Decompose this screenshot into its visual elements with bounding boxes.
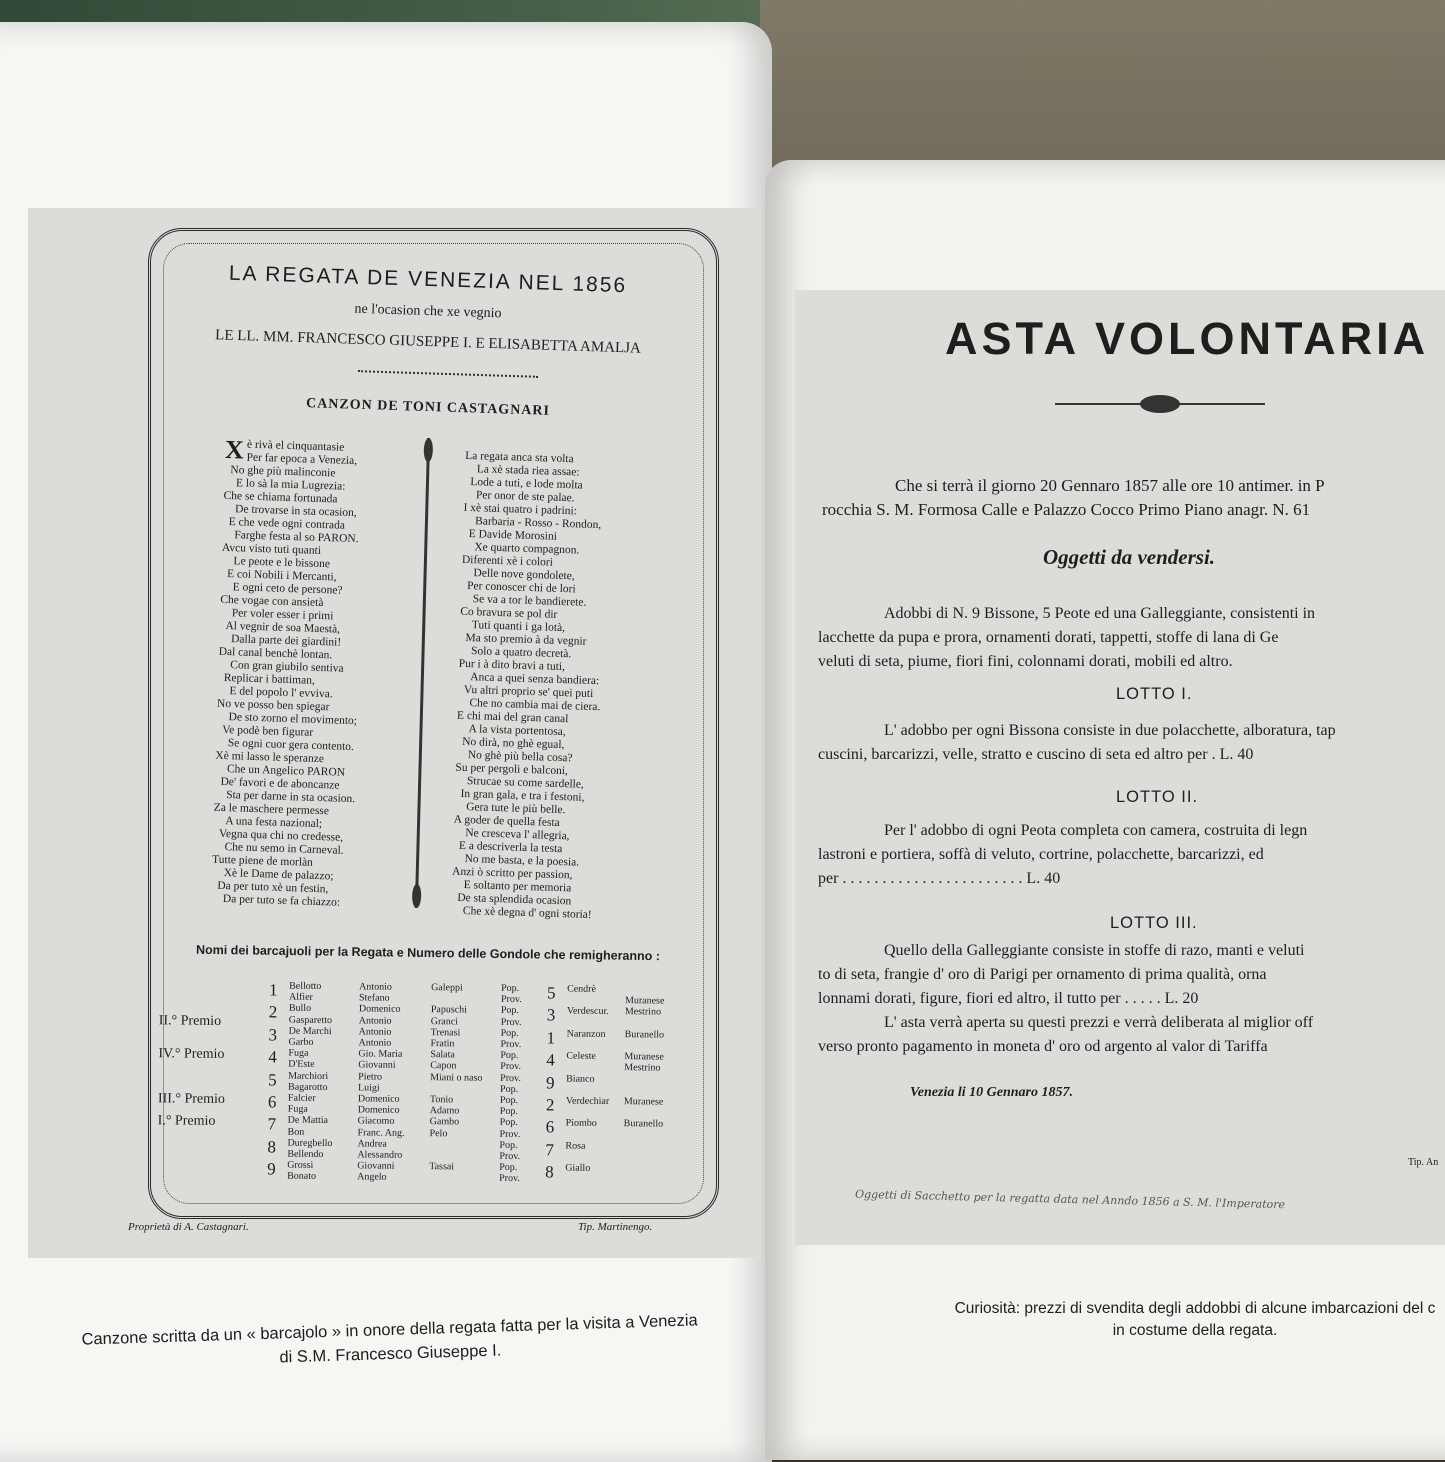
poem-line: La xè stada riea assae: bbox=[476, 463, 580, 479]
table-cell-d: Prov. bbox=[499, 1128, 521, 1140]
table-cell-e: 2 bbox=[545, 1095, 555, 1115]
table-cell-c: Fratin bbox=[430, 1038, 455, 1050]
poem-line: Che un Angelico PARON bbox=[226, 763, 346, 779]
table-cell-b: Gio. Maria bbox=[358, 1048, 403, 1061]
poem-line: A goder de quella festa bbox=[453, 813, 560, 830]
table-cell-n: 5 bbox=[268, 1070, 277, 1090]
poem-line: Lode a tuti, e lode molta bbox=[470, 476, 583, 492]
right-plate bbox=[795, 290, 1445, 1245]
poster-foot-left: Proprietà di A. Castagnari. bbox=[128, 1221, 249, 1233]
prize-label: III.° Premio bbox=[157, 1091, 226, 1107]
table-cell-f: Bianco bbox=[566, 1073, 595, 1085]
table-cell-d: Pop. bbox=[499, 1117, 518, 1129]
table-cell-d: Pop. bbox=[500, 1027, 519, 1039]
poem-line: A la vista portentosa, bbox=[468, 723, 566, 739]
table-cell-d: Pop. bbox=[500, 1005, 519, 1017]
table-cell-n: 1 bbox=[268, 980, 278, 1000]
asta-ornament bbox=[1055, 398, 1265, 410]
table-cell-g: Muranese bbox=[623, 1096, 664, 1108]
poem-line: Con gran giubilo sentiva bbox=[230, 659, 344, 675]
barcajuoli-table bbox=[157, 980, 679, 1205]
notice-line: L' asta verrà aperta su questi prezzi e verrà deliberata al miglior off bbox=[884, 1014, 1314, 1031]
table-cell-a: De Marchi bbox=[288, 1025, 332, 1037]
poem-line: Ma sto premio à da vegnir bbox=[465, 631, 587, 648]
notice-line: cuscini, barcarizzi, velle, stratto e cuscino di seta ed altro per . L. 40 bbox=[818, 746, 1254, 763]
poem-line: E coi Nobili i Mercanti, bbox=[226, 568, 337, 584]
poem-line: Co bravura se pol dir bbox=[460, 605, 558, 621]
poem-line: De trovarse in sta ocasion, bbox=[234, 503, 357, 520]
poem-line: Strucae su come sardelle, bbox=[466, 775, 584, 791]
table-cell-a: Bellotto bbox=[289, 980, 322, 992]
poem-line: Tuti quanti i ga lotà, bbox=[471, 619, 566, 635]
table-cell-f: Cendrè bbox=[567, 983, 597, 995]
poem-line: Che xè degna d' ogni storia! bbox=[462, 905, 592, 922]
table-cell-a: Bellendo bbox=[287, 1148, 324, 1161]
oggetti-heading: Oggetti da vendersi. bbox=[1043, 545, 1216, 569]
table-cell-d: Prov. bbox=[499, 1173, 520, 1185]
poem-line: In gran gala, e tra i festoni, bbox=[460, 787, 585, 804]
poster-names: LE LL. MM. FRANCESCO GIUSEPPE I. E ELISABETTA AMALJA bbox=[214, 327, 642, 357]
poster-foot-right: Tip. Martinengo. bbox=[578, 1221, 653, 1233]
poster-canzon-heading: CANZON DE TONI CASTAGNARI bbox=[305, 396, 551, 419]
table-cell-e: 4 bbox=[546, 1050, 555, 1070]
table-cell-b: Antonio bbox=[358, 1037, 392, 1049]
poem-line: Farghe festa al so PARON. bbox=[234, 529, 359, 546]
lotto-2-heading: LOTTO II. bbox=[1116, 788, 1199, 806]
poem-line: Che se chiama fortunada bbox=[223, 489, 338, 506]
table-cell-b: Domenico bbox=[357, 1104, 400, 1116]
right-caption-line-2: in costume della regata. bbox=[1112, 1322, 1278, 1339]
table-cell-e: 3 bbox=[546, 1005, 556, 1025]
table-cell-b: Antonio bbox=[358, 1014, 392, 1027]
notice-date: Venezia li 10 Gennaro 1857. bbox=[910, 1085, 1073, 1100]
poem-line: Che no cambia mai de ciera. bbox=[469, 697, 601, 714]
table-cell-n: 4 bbox=[268, 1047, 277, 1067]
table-cell-e: 1 bbox=[546, 1028, 556, 1048]
prize-label: II.° Premio bbox=[158, 1012, 222, 1029]
prize-label: I.° Premio bbox=[157, 1113, 216, 1130]
poem-line: Anzi ò scritto per passion, bbox=[451, 865, 573, 882]
table-cell-b: Domenico bbox=[357, 1093, 400, 1105]
poem-line: Xè le Dame de palazzo; bbox=[223, 867, 334, 883]
table-cell-b: Domenico bbox=[358, 1003, 401, 1016]
table-cell-b: Luigi bbox=[357, 1082, 380, 1094]
table-cell-a: Gasparetto bbox=[288, 1014, 333, 1026]
poem-line: Se va a tor le bandierete. bbox=[472, 593, 587, 609]
poem-line: Per onor de ste palae. bbox=[475, 489, 575, 505]
notice-line: verso pronto pagamento in moneta d' oro od argento al valor di Tariffa bbox=[818, 1038, 1268, 1055]
drop-cap: X bbox=[224, 434, 245, 465]
table-cell-c: Granci bbox=[430, 1015, 459, 1028]
poem-line: De' favori e de aboncanze bbox=[220, 775, 340, 792]
printer-mark: Tip. An bbox=[1408, 1157, 1439, 1168]
poem-line: Vu altri proprio se' quei puti bbox=[463, 683, 594, 701]
poem-line: De sta splendida ocasion bbox=[457, 891, 572, 908]
table-cell-a: Bullo bbox=[288, 1003, 312, 1015]
poem-line: No dirà, no ghè egual, bbox=[462, 735, 565, 752]
poem-line: Vegna qua chi no credesse, bbox=[218, 827, 344, 844]
poem-column-right bbox=[451, 450, 609, 922]
table-cell-b: Pietro bbox=[358, 1070, 383, 1083]
poem-line: Dal canal benchè lontan. bbox=[218, 645, 333, 662]
table-cell-g: Mestrino bbox=[624, 1006, 662, 1018]
table-cell-a: Garbo bbox=[288, 1036, 314, 1048]
table-cell-b: Stefano bbox=[358, 992, 390, 1004]
poem-line: E chi mai del gran canal bbox=[456, 709, 569, 726]
notice-line: Quello della Galleggiante consiste in stoffe di razo, manti e veluti bbox=[884, 942, 1305, 959]
table-cell-a: Alfier bbox=[288, 991, 313, 1004]
poem-line: Che nu semo in Carneval. bbox=[224, 841, 344, 857]
table-cell-a: Bon bbox=[287, 1126, 305, 1138]
table-cell-f: Verdescur. bbox=[566, 1005, 609, 1018]
poem-line: E a descriverla la testa bbox=[458, 839, 563, 856]
poem-line: No ghè più bella cosa? bbox=[467, 749, 573, 765]
poem-line: Dalla parte dei giardini! bbox=[230, 633, 342, 649]
table-cell-g: Mestrino bbox=[624, 1062, 661, 1074]
table-cell-e: 8 bbox=[545, 1162, 554, 1182]
notice-line: to di seta, frangie d' oro di Parigi per ornamento di prima qualità, orna bbox=[818, 966, 1267, 983]
poem-line: Diferenti xè i colori bbox=[461, 553, 554, 569]
poem-line: Da per tuto se fa chiazzo: bbox=[222, 893, 341, 909]
notice-line: per . . . . . . . . . . . . . . . . . . . . . . . L. 40 bbox=[818, 870, 1061, 887]
poem-line: Xè mi lasso le speranze bbox=[215, 749, 325, 766]
poem-line: Replicar i battiman, bbox=[223, 671, 316, 687]
table-cell-c: Tonio bbox=[429, 1094, 454, 1106]
poem-line: Le peote e le bissone bbox=[233, 555, 331, 571]
table-cell-f: Rosa bbox=[565, 1140, 586, 1152]
poem-line: Tutte piene de morlàn bbox=[211, 853, 314, 869]
prize-label: IV.° Premio bbox=[158, 1046, 225, 1063]
table-cell-c: Adamo bbox=[429, 1105, 460, 1117]
poem-line: è rivà el cinquantasie bbox=[246, 438, 345, 454]
poem-line: E soltanto per memoria bbox=[463, 879, 572, 895]
poem-line: Se ogni cuor gera contento. bbox=[227, 737, 355, 754]
table-cell-f: Giallo bbox=[565, 1162, 591, 1174]
table-cell-d: Prov. bbox=[500, 1038, 522, 1051]
poem-line: Gera tute le più belle. bbox=[465, 801, 566, 817]
table-cell-d: Pop. bbox=[499, 1083, 519, 1095]
table-cell-f: Naranzon bbox=[566, 1028, 606, 1040]
poem-line: Ne cresceva l' allegria, bbox=[465, 827, 570, 843]
table-cell-c: Tassai bbox=[429, 1161, 455, 1173]
poem-line: E che vede ogni contrada bbox=[228, 516, 346, 532]
notice-line: lastroni e portiera, soffà di veluto, cortrine, polacchette, barcarizzi, ed bbox=[818, 846, 1264, 863]
table-cell-b: Angelo bbox=[357, 1171, 387, 1184]
table-cell-a: Fuga bbox=[288, 1047, 309, 1060]
poem-line: Barbaria - Rosso - Rondon, bbox=[474, 515, 602, 532]
table-cell-b: Giacomo bbox=[357, 1115, 395, 1128]
lotto-3-heading: LOTTO III. bbox=[1110, 914, 1198, 932]
table-cell-d: Pop. bbox=[499, 1162, 518, 1174]
table-cell-a: Duregbello bbox=[287, 1137, 333, 1149]
table-cell-b: Franc. Ang. bbox=[357, 1126, 405, 1139]
poem-line: Avcu visto tuti quanti bbox=[221, 541, 322, 557]
table-cell-d: Pop. bbox=[500, 1050, 519, 1062]
table-cell-d: Prov. bbox=[500, 1072, 521, 1084]
poster-title: LA REGATA DE VENEZIA NEL 1856 bbox=[228, 261, 628, 298]
asta-title: ASTA VOLONTARIA bbox=[945, 313, 1430, 364]
table-cell-f: Verdechiar bbox=[565, 1095, 610, 1108]
table-cell-c: Miani o naso bbox=[430, 1071, 483, 1084]
table-cell-c: Pelo bbox=[429, 1127, 448, 1139]
table-cell-a: Fuga bbox=[287, 1103, 308, 1116]
poem-line: E lo sà la mia Lugrezia: bbox=[235, 477, 346, 493]
left-caption-line-1: Canzone scritta da un « barcajolo » in onore della regata fatta per la visita a Venezia bbox=[81, 1311, 698, 1349]
table-cell-n: 2 bbox=[268, 1002, 278, 1022]
poem-line: Che vogae con ansietà bbox=[220, 593, 324, 610]
table-cell-b: Alessandro bbox=[357, 1149, 403, 1161]
intro-line-2: rocchia S. M. Formosa Calle e Palazzo Cocco Primo Piano anagr. N. 61 bbox=[822, 500, 1311, 519]
poem-line: Solo a quatro decretà. bbox=[470, 645, 572, 661]
table-cell-f: Celeste bbox=[566, 1050, 596, 1063]
table-cell-a: Grossi bbox=[287, 1159, 314, 1172]
notice-line: lacchette da pupa e prora, ornamenti dorati, tappetti, stoffe di lana di Ge bbox=[818, 629, 1279, 646]
table-cell-g: Muranese bbox=[624, 1051, 664, 1063]
nomi-heading: Nomi dei barcajuoli per la Regata e Numero delle Gondole che remigheranno : bbox=[195, 942, 661, 964]
table-cell-e: 9 bbox=[546, 1072, 555, 1093]
poem-line: De sto zorno el movimento; bbox=[228, 711, 358, 728]
table-cell-b: Andrea bbox=[357, 1138, 387, 1150]
poem-line: Za le maschere permesse bbox=[213, 801, 330, 818]
poem-line: No me basta, e la poesia. bbox=[464, 853, 580, 869]
poem-line: Anca a quei senza bandiera: bbox=[470, 671, 600, 688]
poem-line: A una festa nazional; bbox=[225, 815, 323, 831]
table-cell-a: D'Este bbox=[288, 1059, 315, 1071]
table-cell-b: Antonio bbox=[358, 1026, 392, 1038]
table-cell-g: Buranello bbox=[624, 1028, 665, 1041]
table-cell-e: 5 bbox=[546, 983, 556, 1003]
table-cell-d: Pop. bbox=[499, 1106, 518, 1118]
table-cell-a: Bonato bbox=[287, 1171, 317, 1183]
table-cell-d: Pop. bbox=[499, 1094, 519, 1107]
table-cell-n: 8 bbox=[267, 1137, 277, 1157]
table-row bbox=[157, 1171, 677, 1198]
poem-line: No ve posso ben spiegar bbox=[216, 697, 330, 714]
table-cell-c: Salata bbox=[430, 1049, 455, 1061]
table-cell-d: Prov. bbox=[499, 1150, 521, 1163]
poem-line: E Davide Morosini bbox=[468, 528, 558, 543]
table-cell-b: Giovanni bbox=[358, 1059, 396, 1072]
table-cell-n: 3 bbox=[268, 1025, 278, 1045]
poem-line: Per voler esser i primi bbox=[231, 607, 334, 623]
poem-line: Per far epoca a Venezia, bbox=[246, 451, 358, 468]
lotto-1-heading: LOTTO I. bbox=[1116, 685, 1193, 703]
table-cell-d: Pop. bbox=[501, 982, 520, 995]
table-cell-b: Antonio bbox=[359, 981, 392, 993]
table-cell-b: Giovanni bbox=[357, 1160, 395, 1172]
poem-line: E del popolo l' evviva. bbox=[229, 685, 333, 701]
poem-line: Pur i à dito bravi a tuti, bbox=[458, 657, 566, 674]
table-cell-a: Falcier bbox=[287, 1092, 316, 1104]
poem-line: Sta per darne in sta ocasion. bbox=[225, 789, 356, 806]
table-cell-d: Prov. bbox=[500, 1061, 522, 1073]
poem-line: E ogni ceto de persone? bbox=[232, 581, 343, 597]
poem-line: Al vegnir de soa Maestà, bbox=[225, 619, 341, 636]
poem-line: Ve podè ben figurar bbox=[222, 723, 314, 739]
table-cell-n: 6 bbox=[267, 1092, 277, 1112]
notice-line: lonnami dorati, figure, fiori ed altro, il tutto per . . . . . L. 20 bbox=[818, 990, 1199, 1007]
right-caption-line-1: Curiosità: prezzi di svendita degli addobbi di alcune imbarcazioni del c bbox=[954, 1300, 1436, 1317]
handwritten-note: Oggetti di Sacchetto per la regatta data nel Anndo 1856 a S. M. l'Imperatore bbox=[854, 1187, 1286, 1212]
notice-line: Per l' adobbo di ogni Peota completa con camera, costruita di legn bbox=[884, 822, 1308, 839]
table-cell-n: 7 bbox=[267, 1114, 277, 1134]
poem-column-left bbox=[211, 434, 367, 910]
table-cell-f: Piombo bbox=[565, 1117, 597, 1130]
table-cell-c: Capon bbox=[430, 1060, 457, 1072]
left-caption-line-2: di S.M. Francesco Giuseppe I. bbox=[279, 1341, 502, 1367]
table-cell-n: 9 bbox=[267, 1159, 276, 1179]
poem-line: Delle nove gondolete, bbox=[473, 567, 575, 583]
poem-line: Su per pergoli e balconi, bbox=[455, 761, 569, 778]
poem-line: No ghe più malinconie bbox=[230, 464, 336, 480]
poster-subtitle: ne l'ocasion che xe vegnio bbox=[354, 301, 502, 322]
left-plate bbox=[28, 208, 761, 1258]
notice-line: Adobbi di N. 9 Bissone, 5 Peote ed una Galleggiante, consistenti in bbox=[884, 605, 1316, 622]
notice-line: veluti di seta, piume, fiori fini, colonnami dorati, mobili ed altro. bbox=[818, 653, 1233, 670]
poem-line: Xe quarto compagnon. bbox=[474, 541, 580, 557]
table-cell-g: Buranello bbox=[623, 1118, 664, 1130]
table-cell-c: Papuschi bbox=[430, 1004, 468, 1016]
table-cell-d: Prov. bbox=[500, 994, 522, 1006]
table-cell-e: 7 bbox=[545, 1140, 555, 1160]
poem-line: Da per tuto xè un festin, bbox=[217, 879, 329, 896]
poem-line: La regata anca sta volta bbox=[465, 449, 574, 466]
right-caption bbox=[895, 1298, 1445, 1342]
notice-line: L' adobbo per ogni Bissona consiste in due polacchette, alboratura, tap bbox=[884, 722, 1336, 739]
table-cell-c: Galeppi bbox=[431, 982, 463, 994]
intro-line-1: Che si terrà il giorno 20 Gennaro 1857 alle ore 10 antimer. in P bbox=[895, 476, 1325, 495]
table-cell-a: Bagarotto bbox=[287, 1081, 328, 1093]
table-cell-d: Pop. bbox=[499, 1139, 518, 1151]
poem-line: Per conoscer chi de lori bbox=[466, 579, 576, 596]
table-cell-g: Muranese bbox=[624, 995, 665, 1007]
table-cell-d: Prov. bbox=[500, 1016, 522, 1028]
table-cell-c: Trenasi bbox=[430, 1026, 461, 1039]
poem-line: I xè stai quatro i padrini: bbox=[463, 501, 578, 518]
table-cell-c: Gambo bbox=[429, 1116, 460, 1128]
table-cell-a: Marchiori bbox=[288, 1070, 329, 1082]
table-cell-a: De Mattia bbox=[287, 1115, 329, 1127]
table-cell-e: 6 bbox=[545, 1117, 555, 1137]
